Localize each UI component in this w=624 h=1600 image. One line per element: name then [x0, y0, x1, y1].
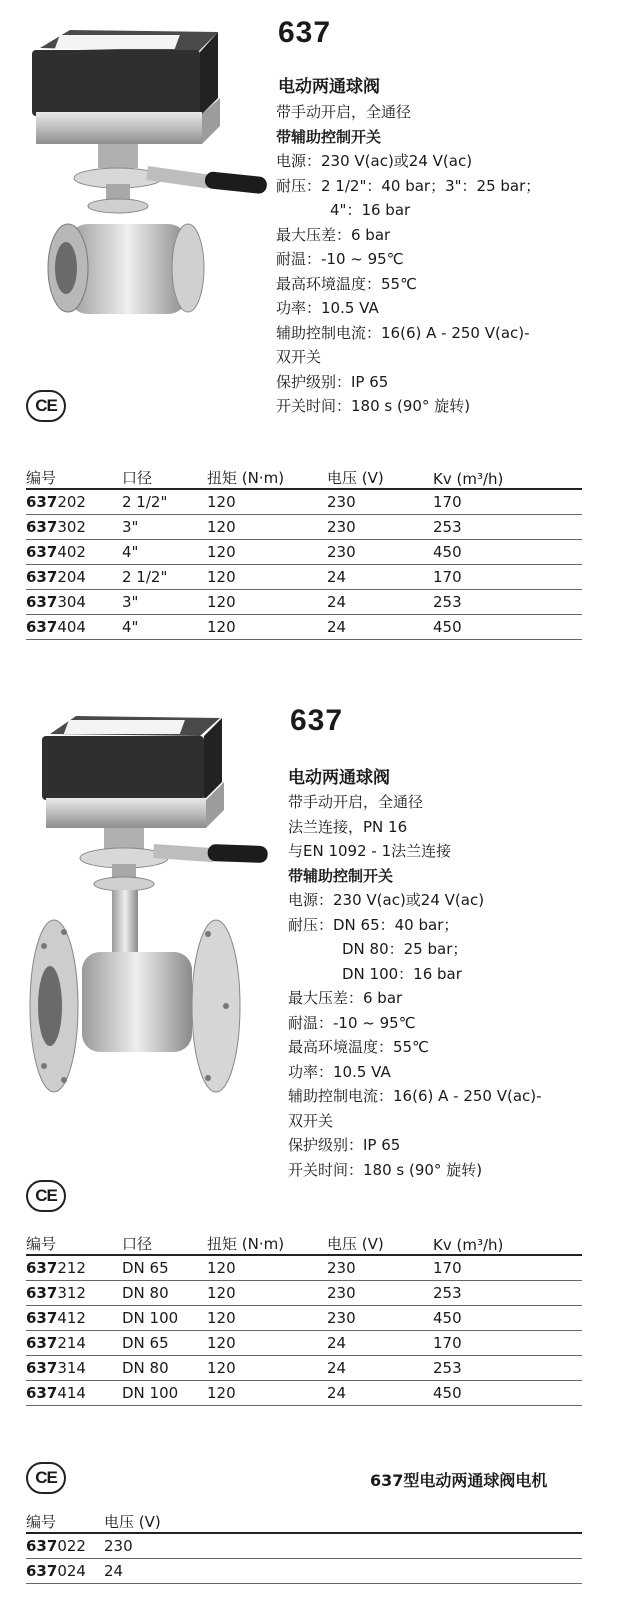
spec-line: 功率：10.5 VA [276, 299, 379, 317]
spec-line: 开关时间：180 s (90° 旋转) [288, 1160, 483, 1179]
product-code-1: 637 [278, 16, 332, 49]
spec-line: 带辅助控制开关 [288, 866, 394, 885]
cell-kv: 253 [433, 515, 582, 540]
item-code: 637024 [26, 1559, 104, 1584]
cell-size: DN 80 [122, 1356, 207, 1381]
motor-caption: 637型电动两通球阀电机 [370, 1471, 548, 1490]
table-header-row [26, 1230, 582, 1255]
col-header: 编号 [26, 469, 57, 487]
cell-voltage: 24 [327, 565, 433, 590]
col-header: 扭矩 (N·m) [207, 469, 285, 487]
cell-kv: 253 [433, 1356, 582, 1381]
spec-list-1 [276, 100, 540, 419]
table-header-row [26, 464, 582, 489]
table-row [26, 1306, 582, 1331]
spec-line: 耐压：2 1/2"：40 bar；3"：25 bar； [276, 176, 541, 195]
item-code: 637402 [26, 540, 122, 565]
item-code: 637414 [26, 1381, 122, 1406]
table-row [26, 1356, 582, 1381]
cell-torque: 120 [207, 540, 327, 565]
cell-voltage: 230 [327, 540, 433, 565]
col-header: Kv (m³/h) [433, 470, 504, 488]
ce-mark-icon: CE [26, 1180, 66, 1212]
col-header: 扭矩 (N·m) [207, 1235, 285, 1253]
valve-image-flanged [20, 706, 280, 1098]
cell-kv: 253 [433, 590, 582, 615]
product-title-1: 电动两通球阀 [278, 77, 380, 97]
valve-image-threaded [18, 18, 278, 328]
cell-torque: 120 [207, 489, 327, 515]
cell-size: DN 65 [122, 1255, 207, 1281]
spec-line: 与EN 1092 - 1法兰连接 [288, 842, 452, 860]
col-header: Kv (m³/h) [433, 1236, 504, 1254]
cell-torque: 120 [207, 590, 327, 615]
cell-voltage: 230 [327, 489, 433, 515]
item-code: 637314 [26, 1356, 122, 1381]
table-row [26, 1381, 582, 1406]
cell-size: 4" [122, 540, 207, 565]
cell-kv: 450 [433, 1306, 582, 1331]
spec-line: 辅助控制电流：16(6) A - 250 V(ac)- [276, 323, 530, 342]
item-code: 637204 [26, 565, 122, 590]
cell-kv: 450 [433, 540, 582, 565]
table-header-row [26, 1508, 582, 1533]
cell-torque: 120 [207, 1255, 327, 1281]
spec-line: 耐温：-10 ~ 95℃ [288, 1013, 416, 1032]
cell-voltage: 230 [327, 1255, 433, 1281]
cell-voltage: 230 [104, 1533, 582, 1559]
ce-mark-icon: CE [26, 390, 66, 422]
spec-line: DN 80：25 bar； [342, 940, 468, 958]
spec-line: 法兰连接，PN 16 [288, 817, 408, 836]
item-code: 637022 [26, 1533, 104, 1559]
spec-line: 4"：16 bar [330, 201, 411, 219]
spec-line: 最高环境温度：55℃ [276, 274, 417, 293]
item-code: 637412 [26, 1306, 122, 1331]
spec-line: 保护级别：IP 65 [276, 372, 389, 391]
spec-line: 最大压差：6 bar [276, 225, 391, 244]
table-row [26, 540, 582, 565]
table-row [26, 1533, 582, 1559]
spec-line: 双开关 [276, 348, 322, 366]
cell-size: 3" [122, 590, 207, 615]
spec-line: 电源：230 V(ac)或24 V(ac) [288, 891, 485, 909]
cell-torque: 120 [207, 615, 327, 640]
item-code: 637404 [26, 615, 122, 640]
item-code: 637214 [26, 1331, 122, 1356]
item-code: 637302 [26, 515, 122, 540]
table-row [26, 1559, 582, 1584]
cell-kv: 170 [433, 1331, 582, 1356]
spec-line: 功率：10.5 VA [288, 1062, 391, 1081]
cell-torque: 120 [207, 1331, 327, 1356]
item-code: 637312 [26, 1281, 122, 1306]
table-row [26, 1331, 582, 1356]
cell-voltage: 24 [327, 1331, 433, 1356]
spec-line: 耐温：-10 ~ 95℃ [276, 250, 404, 268]
cell-size: DN 80 [122, 1281, 207, 1306]
spec-line: 双开关 [288, 1111, 334, 1130]
spec-line: 带手动开启，全通径 [276, 103, 412, 121]
table-row [26, 489, 582, 515]
spec-line: 带辅助控制开关 [276, 127, 382, 146]
product-table-1 [26, 464, 582, 640]
spec-line: 开关时间：180 s (90° 旋转) [276, 397, 471, 415]
cell-voltage: 230 [327, 1306, 433, 1331]
spec-line: 保护级别：IP 65 [288, 1136, 401, 1154]
cell-torque: 120 [207, 1281, 327, 1306]
item-code: 637212 [26, 1255, 122, 1281]
table-row [26, 590, 582, 615]
table-row [26, 1281, 582, 1306]
spec-line: 电源：230 V(ac)或24 V(ac) [276, 152, 473, 170]
cell-voltage: 24 [327, 1381, 433, 1406]
cell-size: 4" [122, 615, 207, 640]
col-header: 口径 [122, 1235, 153, 1253]
cell-torque: 120 [207, 565, 327, 590]
product-title-2: 电动两通球阀 [288, 768, 390, 788]
cell-size: DN 100 [122, 1306, 207, 1331]
item-code: 637304 [26, 590, 122, 615]
product-table-2 [26, 1230, 582, 1406]
cell-torque: 120 [207, 1306, 327, 1331]
cell-torque: 120 [207, 515, 327, 540]
spec-line: 最高环境温度：55℃ [288, 1038, 429, 1056]
cell-voltage: 230 [327, 515, 433, 540]
table-row [26, 1255, 582, 1281]
cell-size: DN 100 [122, 1381, 207, 1406]
col-header: 电压 (V) [327, 469, 384, 487]
cell-size: DN 65 [122, 1331, 207, 1356]
spec-line: 最大压差：6 bar [288, 989, 403, 1007]
table-row [26, 565, 582, 590]
cell-voltage: 24 [327, 615, 433, 640]
cell-torque: 120 [207, 1381, 327, 1406]
ce-mark-icon: CE [26, 1462, 66, 1494]
spec-line: 带手动开启，全通径 [288, 793, 424, 811]
cell-kv: 170 [433, 489, 582, 515]
col-header: 电压 (V) [104, 1513, 161, 1531]
col-header: 编号 [26, 1513, 57, 1531]
cell-torque: 120 [207, 1356, 327, 1381]
cell-kv: 253 [433, 1281, 582, 1306]
table-row [26, 615, 582, 640]
cell-kv: 450 [433, 615, 582, 640]
col-header: 电压 (V) [327, 1235, 384, 1253]
motor-table [26, 1508, 582, 1584]
spec-line: 耐压：DN 65：40 bar； [288, 915, 459, 934]
product-code-2: 637 [290, 704, 344, 737]
cell-voltage: 24 [327, 590, 433, 615]
cell-kv: 170 [433, 565, 582, 590]
cell-kv: 450 [433, 1381, 582, 1406]
table-row [26, 515, 582, 540]
col-header: 口径 [122, 469, 153, 487]
cell-size: 2 1/2" [122, 565, 207, 590]
col-header: 编号 [26, 1235, 57, 1253]
spec-line: 辅助控制电流：16(6) A - 250 V(ac)- [288, 1087, 542, 1105]
cell-kv: 170 [433, 1255, 582, 1281]
cell-voltage: 230 [327, 1281, 433, 1306]
cell-voltage: 24 [327, 1356, 433, 1381]
cell-voltage: 24 [104, 1559, 582, 1584]
spec-list-2 [288, 790, 542, 1182]
item-code: 637202 [26, 489, 122, 515]
cell-size: 3" [122, 515, 207, 540]
spec-line: DN 100：16 bar [342, 964, 462, 983]
cell-size: 2 1/2" [122, 489, 207, 515]
